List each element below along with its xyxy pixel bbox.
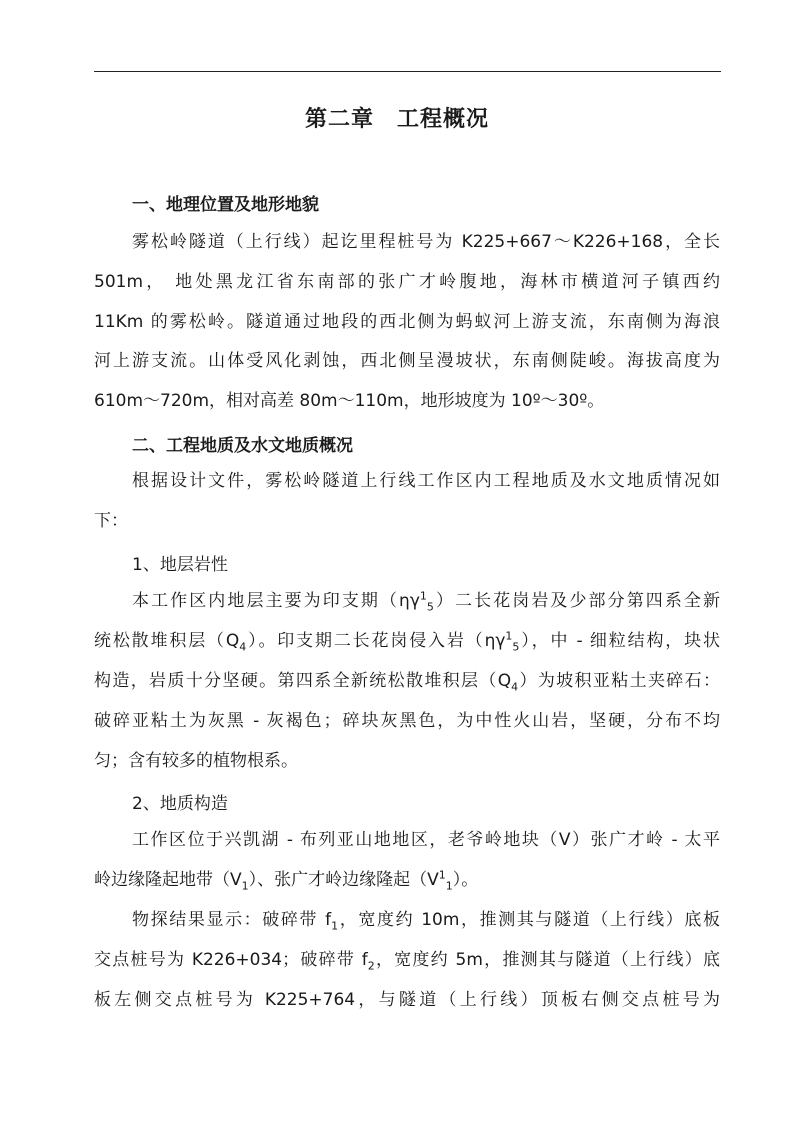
section-heading-geology: 二、工程地质及水文地质概况 (132, 436, 353, 456)
paragraph-line: 工作区位于兴凯湖 - 布列亚山地地区，老爷岭地块（Ⅴ）张广才岭 - 太平 (132, 830, 720, 850)
paragraph-line: 板左侧交点桩号为 K225+764，与隧道（上行线）顶板右侧交点桩号为 (94, 990, 720, 1010)
chapter-title: 第二章 工程概况 (304, 107, 489, 132)
paragraph-line: 交点桩号为 K226+034；破碎带 $f_2$，宽度约 5m，推测其与隧道（上行线）底 (94, 950, 720, 973)
paragraph-line: 11Km 的雾松岭。隧道通过地段的西北侧为蚂蚁河上游支流，东南侧为海浪 (94, 312, 720, 332)
paragraph-line: 雾松岭隧道（上行线）起讫里程桩号为 K225+667～K226+168，全长 (132, 232, 720, 252)
header-rule (94, 71, 721, 72)
paragraph-line: 物探结果显示：破碎带 $f_1$，宽度约 10m，推测其与隧道（上行线）底板 (132, 910, 720, 933)
paragraph-line: 构造，岩质十分坚硬。第四系全新统松散堆积层$(Q_4)$为坡积亚粘土夹碎石： (94, 671, 720, 694)
paragraph-line: 匀；含有较多的植物根系。 (94, 751, 298, 771)
paragraph-line: 501m， 地处黑龙江省东南部的张广才岭腹地，海林市横道河子镇西约 (94, 272, 720, 292)
paragraph-line: 岭边缘隆起地带$(Ⅴ_1)$、张广才岭边缘隆起（Ⅴ$^1_1$）。 (94, 868, 479, 893)
subheading-stratigraphy: 1、地层岩性 (132, 555, 228, 575)
paragraph-line: 610m～720m，相对高差 80m～110m，地形坡度为 10º～30º。 (94, 391, 605, 411)
paragraph-line: 河上游支流。山体受风化剥蚀，西北侧呈漫坡状，东南侧陡峻。海拔高度为 (94, 351, 720, 371)
paragraph-line: 统松散堆积层$(Q_4)$。印支期二长花岗侵入岩$(\eta\gamma^1_5)$，中 - 细粒结构，块状 (94, 629, 720, 654)
subheading-structure: 2、地质构造 (132, 794, 228, 814)
paragraph-line: 下： (94, 511, 128, 531)
paragraph-line: 破碎亚粘土为灰黑 - 灰褐色；碎块灰黑色，为中性火山岩，坚硬，分布不均 (94, 711, 720, 731)
paragraph-line: 本工作区内地层主要为印支期$(\eta\gamma^1_5)$二长花岗岩及少部分第四系全新 (132, 589, 721, 614)
paragraph-line: 根据设计文件，雾松岭隧道上行线工作区内工程地质及水文地质情况如 (132, 471, 720, 491)
section-heading-location: 一、地理位置及地形地貌 (132, 195, 319, 215)
